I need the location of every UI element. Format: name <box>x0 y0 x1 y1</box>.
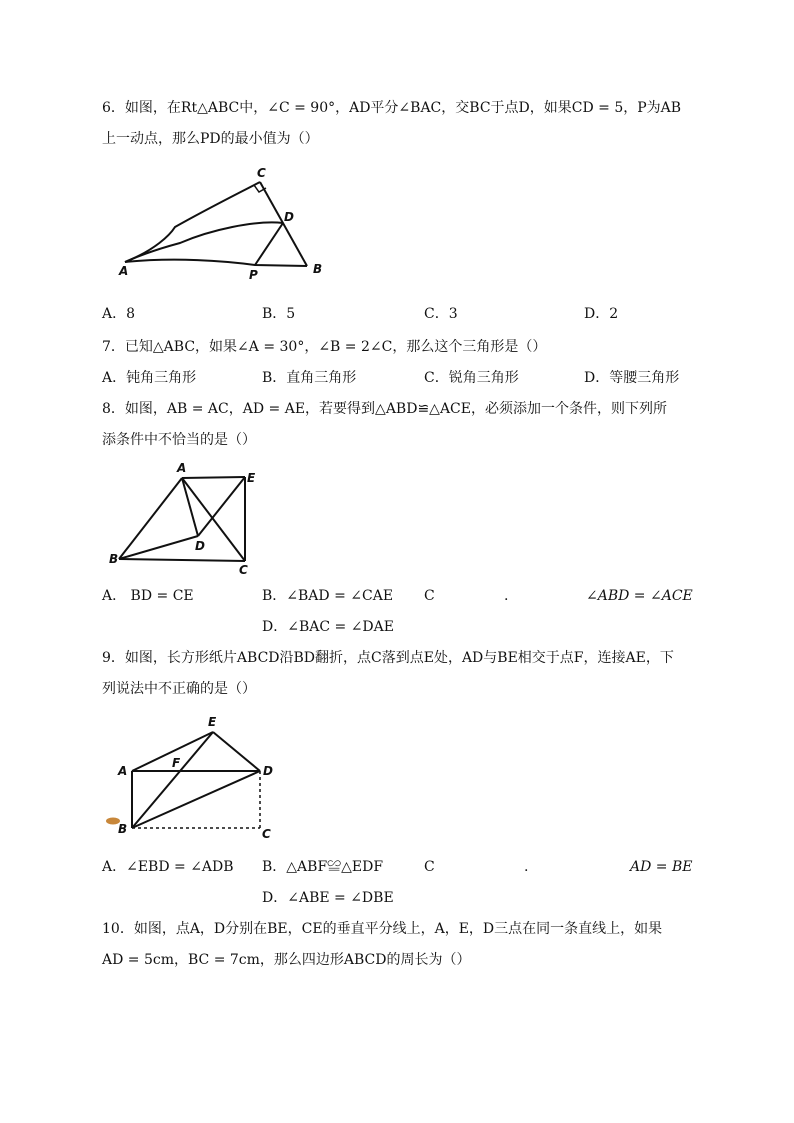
q6-label-b: B <box>313 262 323 276</box>
q10-stem-line1: 10．如图，点A，D分别在BE，CE的垂直平分线上，A，E，D三点在同一条直线上，如果 <box>102 921 663 937</box>
q10-stem-line2: AD = 5cm，BC = 7cm，那么四边形ABCD的周长为（） <box>102 952 471 968</box>
q9-option-c-text[interactable]: AD = BE <box>630 859 693 875</box>
q6-option-d[interactable]: D．2 <box>584 306 619 322</box>
q9-option-c-prefix[interactable]: C <box>424 859 435 875</box>
q8-label-b: B <box>109 552 119 566</box>
q8-option-a[interactable]: A． BD = CE <box>102 588 194 604</box>
q6-label-d: D <box>284 210 294 224</box>
q8-label-a: A <box>177 461 187 475</box>
q6-option-b[interactable]: B．5 <box>262 306 296 322</box>
q8-label-c: C <box>239 563 248 577</box>
q9-label-d: D <box>263 764 273 778</box>
q7-option-c[interactable]: C．锐角三角形 <box>424 370 519 386</box>
q8-option-c-dot: . <box>504 588 509 604</box>
q8-stem-line1: 8．如图，AB = AC，AD = AE，若要得到△ABD≌△ACE，必须添加一个条件，则下列所 <box>102 401 667 417</box>
q6-figure <box>115 165 335 285</box>
q6-label-p: P <box>249 268 258 282</box>
q9-label-a: A <box>118 764 128 778</box>
q8-figure <box>105 460 265 580</box>
q9-figure <box>100 712 290 842</box>
q7-option-d[interactable]: D．等腰三角形 <box>584 370 680 386</box>
q9-option-d[interactable]: D．∠ABE = ∠DBE <box>262 890 394 906</box>
q7-option-b[interactable]: B．直角三角形 <box>262 370 357 386</box>
q6-option-a[interactable]: A．8 <box>102 306 136 322</box>
q8-label-d: D <box>195 539 205 553</box>
q9-option-a[interactable]: A．∠EBD = ∠ADB <box>102 859 234 875</box>
q8-option-c-text[interactable]: ∠ABD = ∠ACE <box>586 588 693 604</box>
q6-stem-line1: 6．如图，在Rt△ABC中，∠C = 90°，AD平分∠BAC，交BC于点D，如果CD = 5，P为AB <box>102 100 682 116</box>
q7-option-a[interactable]: A．钝角三角形 <box>102 370 197 386</box>
q8-stem-line2: 添条件中不恰当的是（） <box>102 432 256 448</box>
q6-label-c: C <box>257 166 266 180</box>
q9-label-b: B <box>118 822 128 836</box>
q9-label-f: F <box>172 756 181 770</box>
q9-stem-line1: 9．如图，长方形纸片ABCD沿BD翻折，点C落到点E处，AD与BE相交于点F，连接AE，下 <box>102 650 674 666</box>
q9-label-e: E <box>208 715 217 729</box>
q8-label-e: E <box>247 471 256 485</box>
q9-option-b[interactable]: B．△ABF≌△EDF <box>262 859 384 875</box>
q9-stem-line2: 列说法中不正确的是（） <box>102 681 256 697</box>
q7-stem-line1: 7．已知△ABC，如果∠A = 30°，∠B = 2∠C，那么这个三角形是（） <box>102 339 547 355</box>
q9-option-c-dot: . <box>524 859 529 875</box>
q9-label-c: C <box>262 827 271 841</box>
q6-option-c[interactable]: C．3 <box>424 306 458 322</box>
q8-option-c-prefix[interactable]: C <box>424 588 435 604</box>
q6-label-a: A <box>119 264 129 278</box>
q8-option-b[interactable]: B．∠BAD = ∠CAE <box>262 588 394 604</box>
q8-option-d[interactable]: D．∠BAC = ∠DAE <box>262 619 394 635</box>
q6-stem-line2: 上一动点，那么PD的最小值为（） <box>102 131 319 147</box>
